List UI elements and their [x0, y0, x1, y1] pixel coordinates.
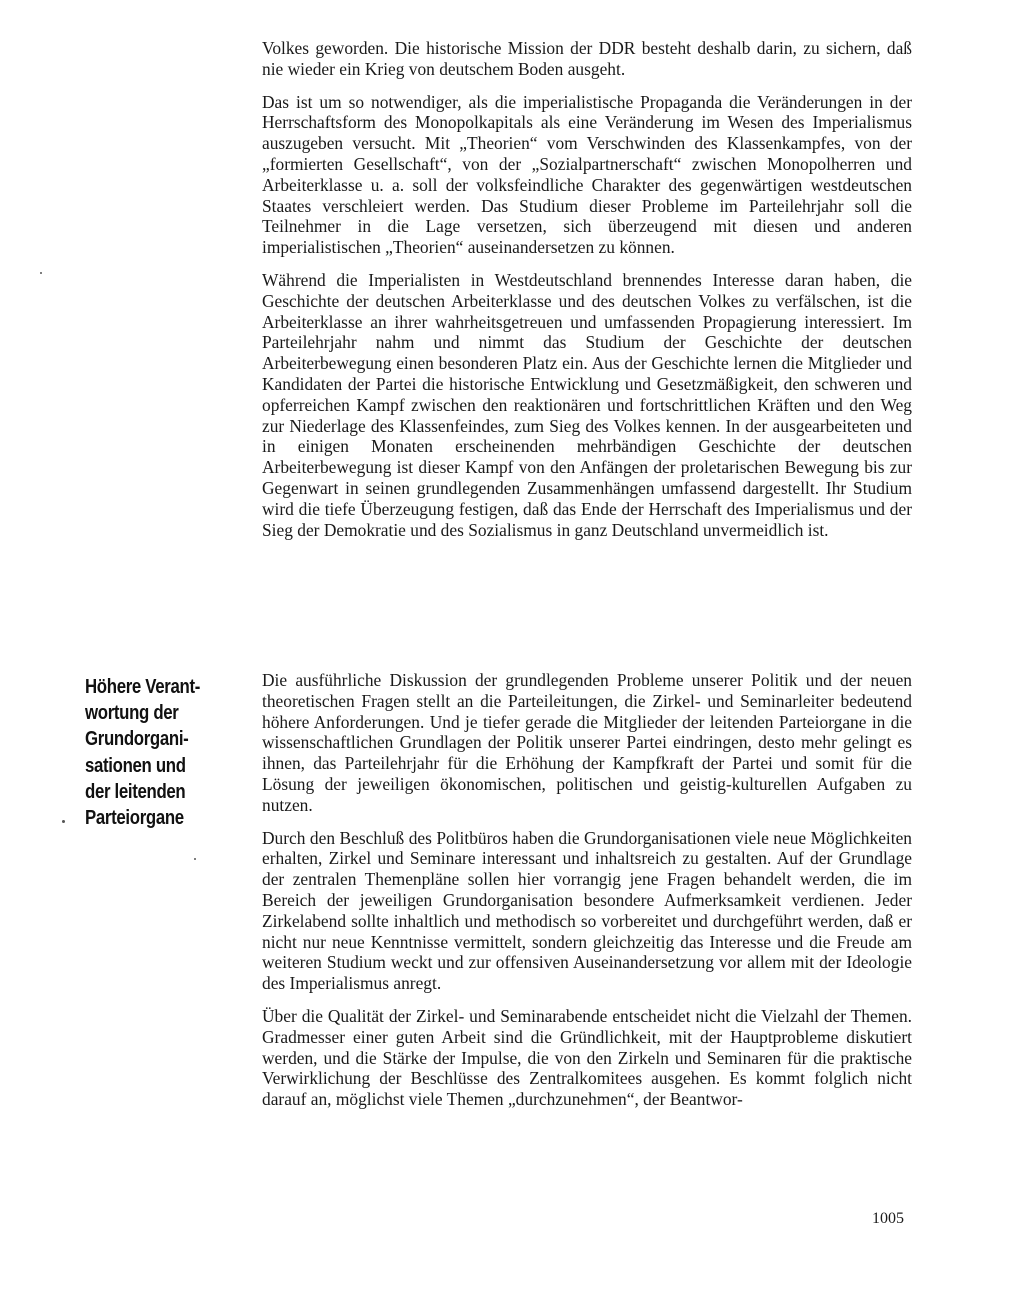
paragraph-4: Die ausführliche Diskussion der grundlegenden Probleme unserer Politik und der neuen theoretischen Fragen stellt an die Parteileitungen, die Zirkel- und Seminarleiter bedeutend höhere Anforderungen. Und je tiefer gerade die Mitglieder der leitenden Parteiorgane in die wissenschaftlichen Grundlagen der Politik unserer Partei eindringen, desto mehr gelingt es ihnen, das Parteilehrjahr für die Erhöhung der Kampfkraft der Partei und somit für die Lösung der jeweiligen ökonomischen, politischen und geistig-kulturellen Aufgaben zu nutzen. [262, 670, 912, 815]
scan-speck [194, 858, 196, 860]
margin-heading: Höhere Verant- wortung der Grundorgani- sationen und der leitenden Parteiorgane [85, 675, 200, 830]
page-number: 1005 [872, 1210, 904, 1227]
lower-text-block [262, 670, 912, 1122]
paragraph-5: Durch den Beschluß des Politbüros haben die Grundorganisationen viele neue Möglichkeiten erhalten, Zirkel und Seminare interessant und inhaltsreich zu gestalten. Auf der Grundlage der zentralen Themenpläne sollen hier vorrangig jene Fragen behandelt werden, die im Bereich der jeweiligen Grundorganisation besondere Aufmerksamkeit verdienen. Jeder Zirkelabend sollte inhaltlich und methodisch so vorbereitet und durchgeführt werden, daß er nicht nur neue Kenntnisse vermittelt, sondern gleichzeitig das Interesse und die Freude am weiteren Studium weckt und zur offensiven Auseinandersetzung vor allem mit der Ideologie des Imperialismus anregt. [262, 827, 912, 994]
paragraph-2: Das ist um so notwendiger, als die imperialistische Propaganda die Veränderungen in der Herrschaftsform des Monopolkapitals als eine Veränderung im Wesen des Imperialismus auszugeben versucht. Mit „Theorien“ vom Verschwinden des Klassenkampfes, von der „formierten Gesellschaft“, von der „Sozialpartnerschaft“ zwischen Monopolherren und Arbeiterklasse u. a. soll der volksfeindliche Charakter des gegenwärtigen westdeutschen Staates verschleiert werden. Das Studium dieser Probleme im Parteilehrjahr soll die Teilnehmer in die Lage versetzen, sich überzeugend mit diesen und anderen imperialistischen „Theorien“ auseinandersetzen zu können. [262, 91, 912, 258]
paragraph-3: Während die Imperialisten in Westdeutschland brennendes Interesse daran haben, die Geschichte der deutschen Arbeiterklasse und des deutschen Volkes zu verfälschen, ist die Arbeiterklasse an ihrer wahrheitsgetreuen und umfassenden Propagierung interessiert. Im Parteilehrjahr nahm und nimmt das Studium der Geschichte der deutschen Arbeiterbewegung einen besonderen Platz ein. Aus der Geschichte lernen die Mitglieder und Kandidaten der Partei die historische Entwicklung und Gesetzmäßigkeit, den schweren und opferreichen Kampf zwischen den reaktionären und fortschrittlichen Kräften und den Weg zur Niederlage des Klassenfeindes, zum Sieg des Volkes kennen. In der ausgearbeiteten und in einigen Monaten erscheinenden mehrbändigen Geschichte der deutschen Arbeiterbewegung ist dieser Kampf von den Anfängen der proletarischen Bewegung bis zur Gegenwart in seinen grundlegenden Zusammenhängen umfassend dargestellt. Ihr Studium wird die tiefe Überzeugung festigen, daß das Ende der Herrschaft des Imperialismus und der Sieg der Demokratie und des Sozialismus in ganz Deutschland unvermeidlich ist. [262, 269, 912, 540]
scan-speck [40, 272, 42, 274]
top-text-block [262, 38, 912, 552]
paragraph-6: Über die Qualität der Zirkel- und Seminarabende entscheidet nicht die Vielzahl der Themen. Gradmesser einer guten Arbeit sind die Gründlichkeit, mit der Hauptprobleme diskutiert werden, und die Stärke der Impulse, die von den Zirkeln und Seminaren für die praktische Verwirklichung der Beschlüsse des Zentralkomitees ausgehen. Es kommt folglich nicht darauf an, möglichst viele Themen „durchzunehmen“, der Beantwor- [262, 1005, 912, 1110]
paragraph-1: Volkes geworden. Die historische Mission der DDR besteht deshalb darin, zu sichern, daß nie wieder ein Krieg von deutschem Boden ausgeht. [262, 38, 912, 79]
scan-speck [62, 820, 65, 823]
